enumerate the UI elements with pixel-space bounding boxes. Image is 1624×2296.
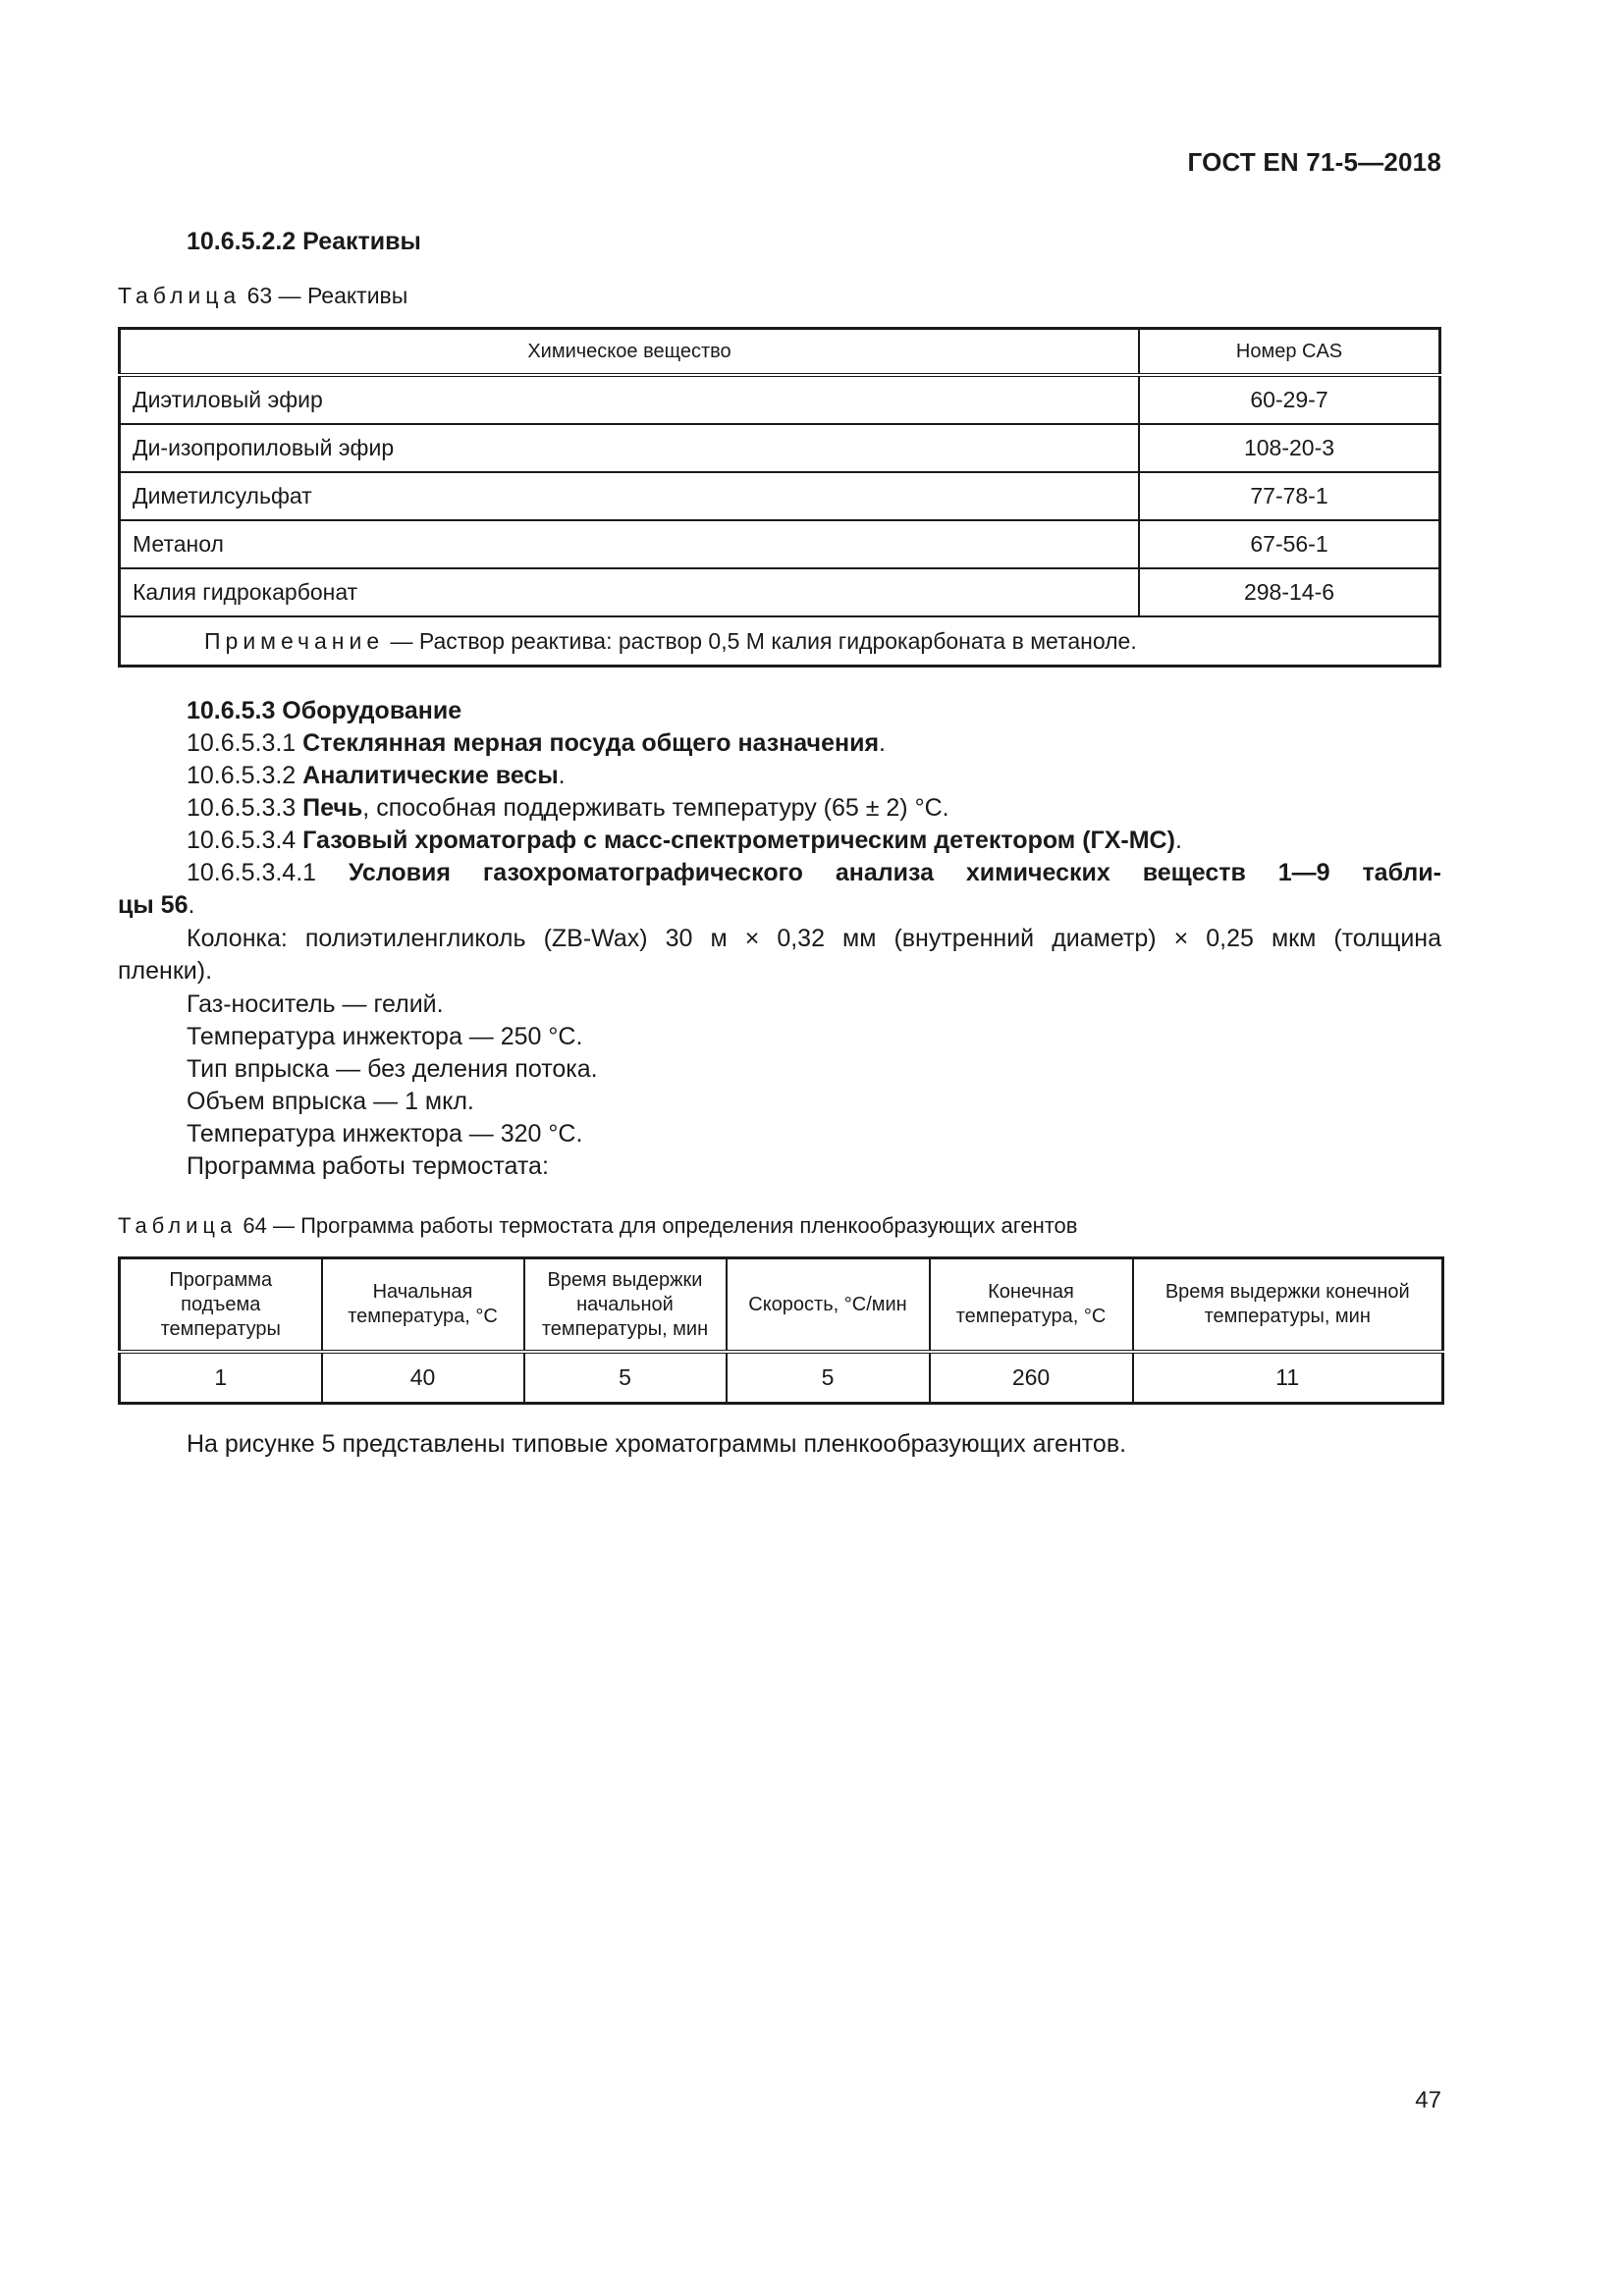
rate-cell: 5 [727, 1352, 930, 1404]
param-carrier-gas: Газ-носитель — гелий. [187, 990, 444, 1018]
table-row [120, 424, 1440, 472]
initial-hold-cell: 5 [524, 1352, 727, 1404]
substance-cell: Метанол [120, 520, 1140, 568]
substance-cell: Ди-изопропиловый эфир [120, 424, 1140, 472]
param-injection-type: Тип впрыска — без деления потока. [187, 1055, 598, 1083]
item-number: 10.6.5.3.3 [187, 794, 303, 822]
item-rest: . [879, 729, 886, 757]
column-header-program: Программа подъема температуры [120, 1258, 322, 1353]
column-header-final-hold: Время выдержки конечной температуры, мин [1133, 1258, 1443, 1353]
item-number: 10.6.5.3.1 [187, 729, 303, 757]
cas-cell: 108-20-3 [1139, 424, 1440, 472]
note-text: — Раствор реактива: раствор 0,5 М калия гидрокарбоната в метаноле. [384, 627, 1137, 654]
conditions-heading-line1 [187, 859, 1441, 887]
param-injection-volume: Объем впрыска — 1 мкл. [187, 1088, 474, 1115]
equipment-item [187, 827, 1182, 855]
column-header-initial-temp: Начальная температура, °С [322, 1258, 524, 1353]
final-hold-cell: 11 [1133, 1352, 1443, 1404]
table-row [120, 1352, 1443, 1404]
conditions-title-cont: цы 56 [118, 891, 189, 919]
page-number: 47 [1415, 2087, 1441, 2113]
table-note-row [120, 616, 1440, 667]
note-label: Примечание [204, 627, 385, 654]
program-cell: 1 [120, 1352, 322, 1404]
table-63-caption [118, 283, 407, 309]
item-title: Аналитические весы [302, 762, 559, 789]
table-row [120, 568, 1440, 616]
item-rest: . [1174, 827, 1182, 854]
column-header-cas: Номер CAS [1139, 329, 1440, 376]
param-injector-temp-2: Температура инжектора — 320 °С. [187, 1120, 583, 1148]
table-caption-label: Таблица [118, 1213, 238, 1238]
item-number: 10.6.5.3.4 [187, 827, 303, 854]
table-row [120, 472, 1440, 520]
initial-temp-cell: 40 [322, 1352, 524, 1404]
conditions-title: Условия газохроматографического анализа химических веществ 1—9 табли- [348, 859, 1441, 886]
item-rest: . [558, 762, 566, 789]
equipment-item [187, 794, 949, 823]
table-64-caption [118, 1213, 1077, 1239]
section-heading-equipment: 10.6.5.3 Оборудование [187, 697, 462, 724]
substance-cell: Диметилсульфат [120, 472, 1140, 520]
cas-cell: 77-78-1 [1139, 472, 1440, 520]
item-title: Печь [302, 794, 363, 822]
item-number: 10.6.5.3.4.1 [187, 859, 349, 886]
cas-cell: 298-14-6 [1139, 568, 1440, 616]
conditions-heading-line2 [118, 891, 194, 920]
table-note [120, 616, 1440, 667]
column-description-line1: Колонка: полиэтиленгликоль (ZB-Wax) 30 м × 0,32 мм (внутренний диаметр) × 0,25 мкм (толщина [187, 925, 1441, 952]
table-header-row [120, 1258, 1443, 1353]
table-caption-text: 64 — Программа работы термостата для определения пленкообразующих агентов [243, 1213, 1078, 1238]
column-header-final-temp: Конечная температура, °С [930, 1258, 1133, 1353]
table-caption-text: 63 — Реактивы [246, 283, 408, 308]
table-header-row [120, 329, 1440, 376]
column-description-line2: пленки). [118, 957, 213, 985]
reagents-table [118, 327, 1441, 667]
item-title: Газовый хроматограф с масс-спектрометрическим детектором (ГХ-МС) [302, 827, 1175, 854]
item-number: 10.6.5.3.2 [187, 762, 303, 789]
section-heading-reagents: 10.6.5.2.2 Реактивы [187, 228, 421, 255]
item-rest: , способная поддерживать температуру (65 ± 2) °С. [362, 794, 949, 822]
cas-cell: 67-56-1 [1139, 520, 1440, 568]
item-title: Стеклянная мерная посуда общего назначения [302, 729, 880, 757]
substance-cell: Диэтиловый эфир [120, 375, 1140, 424]
oven-program-table [118, 1256, 1444, 1405]
equipment-item [187, 762, 566, 790]
closing-paragraph: На рисунке 5 представлены типовые хроматограммы пленкообразующих агентов. [187, 1430, 1127, 1458]
table-row [120, 520, 1440, 568]
table-row [120, 375, 1440, 424]
document-code: ГОСТ EN 71-5—2018 [1187, 147, 1441, 177]
substance-cell: Калия гидрокарбонат [120, 568, 1140, 616]
param-injector-temp: Температура инжектора — 250 °С. [187, 1023, 583, 1050]
column-header-substance: Химическое вещество [120, 329, 1140, 376]
column-header-rate: Скорость, °С/мин [727, 1258, 930, 1353]
column-header-initial-hold: Время выдержки начальной температуры, мин [524, 1258, 727, 1353]
cas-cell: 60-29-7 [1139, 375, 1440, 424]
final-temp-cell: 260 [930, 1352, 1133, 1404]
conditions-rest: . [188, 891, 195, 919]
param-oven-program: Программа работы термостата: [187, 1152, 549, 1180]
equipment-item [187, 729, 886, 758]
table-caption-label: Таблица [118, 283, 242, 308]
